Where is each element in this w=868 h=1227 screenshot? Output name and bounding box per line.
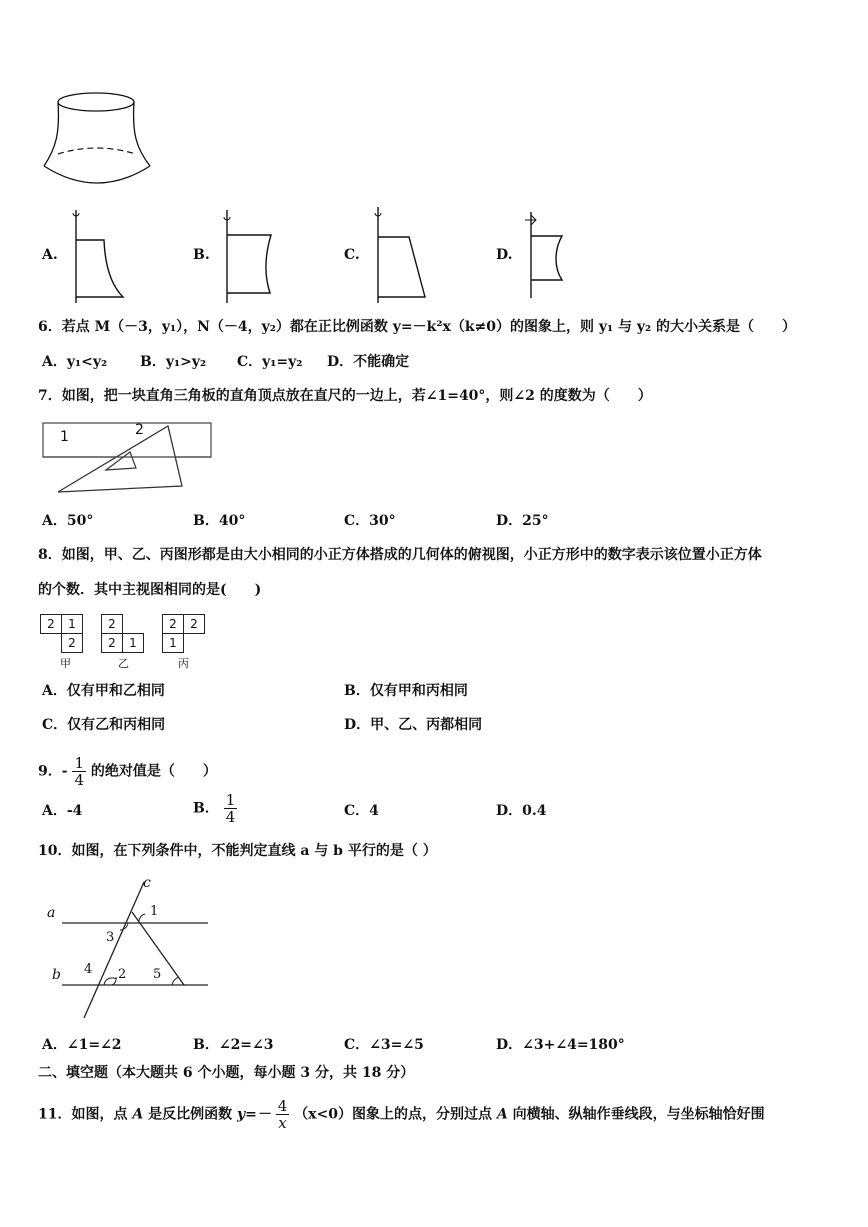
q10-option-b: B．∠2=∠3: [193, 1037, 274, 1053]
q9-question: [38, 755, 217, 788]
q7-question: 7．如图，把一块直角三角板的直角顶点放在直尺的一边上，若∠1=40°，则∠2 的度数为（ ）: [38, 388, 652, 404]
q5-option-b-label: B.: [193, 247, 210, 263]
section-heading: 二、填空题（本大题共 6 个小题，每小题 3 分，共 18 分）: [38, 1065, 415, 1081]
q9-option-b-numerator: 1: [225, 791, 236, 809]
q9-option-c: C．4: [344, 803, 379, 819]
q6-question: 6．若点 M（－3，y₁），N（－4，y₂）都在正比例函数 y=－k²x（k≠0）的图象上，则 y₁ 与 y₂ 的大小关系是（ ）: [38, 319, 797, 335]
q8-option-c: C．仅有乙和丙相同: [42, 717, 166, 733]
q11-rest: 向横轴、纵轴作垂线段，与坐标轴恰好围: [512, 1106, 765, 1123]
q9-option-a: A．-4: [42, 803, 83, 819]
grid-bing-cell: 2: [162, 614, 184, 634]
q11-function: y=－: [236, 1106, 271, 1123]
angle-1-label: 1: [150, 904, 159, 919]
q5-option-c-label: C.: [344, 247, 360, 263]
q8-option-d: D．甲、乙、丙都相同: [344, 717, 483, 733]
solid-figure: [38, 88, 158, 193]
angle-2-label: 2: [118, 967, 127, 982]
q11-fraction-denominator: x: [278, 1114, 287, 1132]
q11-fraction-numerator: 4: [277, 1097, 288, 1115]
q5-option-a-label: A.: [42, 247, 58, 263]
q10-option-c: C．∠3=∠5: [344, 1037, 424, 1053]
q6-option-b: B．y₁>y₂: [140, 354, 207, 370]
q9-option-b-letter: B．: [193, 800, 219, 817]
q5-option-a-figure: [65, 205, 135, 305]
q9-option-b: [193, 792, 237, 825]
q5-option-d-label: D.: [496, 247, 513, 263]
q9-fraction: [72, 755, 86, 788]
grid-yi-cell: 2: [101, 614, 123, 634]
q8-option-a: A．仅有甲和乙相同: [42, 683, 165, 699]
q11-condition: （x<0）图象上的点，分别过点: [294, 1106, 492, 1123]
q9-fraction-numerator: 1: [74, 754, 84, 772]
angle-4-label: 4: [84, 962, 93, 977]
q9-option-b-fraction: [224, 792, 238, 825]
grid-bing-cell: 2: [183, 614, 205, 634]
q7-angle-1-label: 1: [60, 429, 69, 445]
angle-3-label: 3: [106, 930, 115, 945]
q11-point-a: A: [132, 1106, 144, 1123]
q7-option-c: C．30°: [344, 513, 396, 529]
angle-5-label: 5: [153, 967, 162, 982]
q7-option-b: B．40°: [193, 513, 246, 529]
parallel-lines-figure: [40, 872, 220, 1022]
grid-bing-label: 丙: [178, 657, 189, 670]
q10-question: 10．如图，在下列条件中，不能判定直线 a 与 b 平行的是（ ）: [38, 843, 437, 859]
q9-suffix: 的绝对值是（ ）: [90, 763, 217, 780]
line-b-label: b: [52, 967, 61, 983]
q11-point-a-2: A: [496, 1106, 508, 1123]
q7-option-d: D．25°: [496, 513, 549, 529]
q9-fraction-denominator: 4: [74, 771, 84, 789]
q7-angle-2-label: 2: [135, 422, 144, 438]
grid-jia-cell: 2: [40, 614, 62, 634]
grid-yi-cell: 1: [122, 633, 144, 653]
grid-bing-cell: 1: [162, 633, 184, 653]
q5-option-c-figure: [367, 205, 437, 305]
grid-yi-cell: 2: [101, 633, 123, 653]
grid-jia-cell: 1: [61, 614, 83, 634]
q6-option-a: A．y₁<y₂: [42, 354, 108, 370]
q5-option-b-figure: [216, 205, 286, 305]
q11-prefix: 11．如图，点: [38, 1106, 128, 1123]
line-a-label: a: [47, 905, 56, 921]
q6-option-d: D．不能确定: [327, 354, 410, 370]
q10-option-d: D．∠3+∠4=180°: [496, 1037, 625, 1053]
q5-option-d-figure: [520, 210, 580, 300]
q7-option-a: A．50°: [42, 513, 94, 529]
q10-option-a: A．∠1=∠2: [42, 1037, 122, 1053]
q8-question-line1: 8．如图，甲、乙、丙图形都是由大小相同的小正方体搭成的几何体的俯视图，小正方形中的数字表示该位置小正方体: [38, 547, 762, 563]
grid-jia-label: 甲: [60, 657, 71, 670]
q11-mid: 是反比例函数: [148, 1106, 233, 1123]
q8-option-b: B．仅有甲和丙相同: [344, 683, 468, 699]
q9-option-d: D．0.4: [496, 803, 547, 819]
q9-option-b-denominator: 4: [225, 808, 236, 826]
q11-question: [38, 1098, 765, 1131]
line-c-label: c: [143, 875, 151, 891]
grid-jia-cell: 2: [61, 633, 83, 653]
q11-fraction: [276, 1098, 290, 1131]
q9-prefix: 9．-: [38, 763, 68, 780]
q8-question-line2: 的个数．其中主视图相同的是( ): [38, 582, 262, 598]
q6-option-c: C．y₁=y₂: [237, 354, 303, 370]
grid-yi-label: 乙: [118, 657, 129, 670]
